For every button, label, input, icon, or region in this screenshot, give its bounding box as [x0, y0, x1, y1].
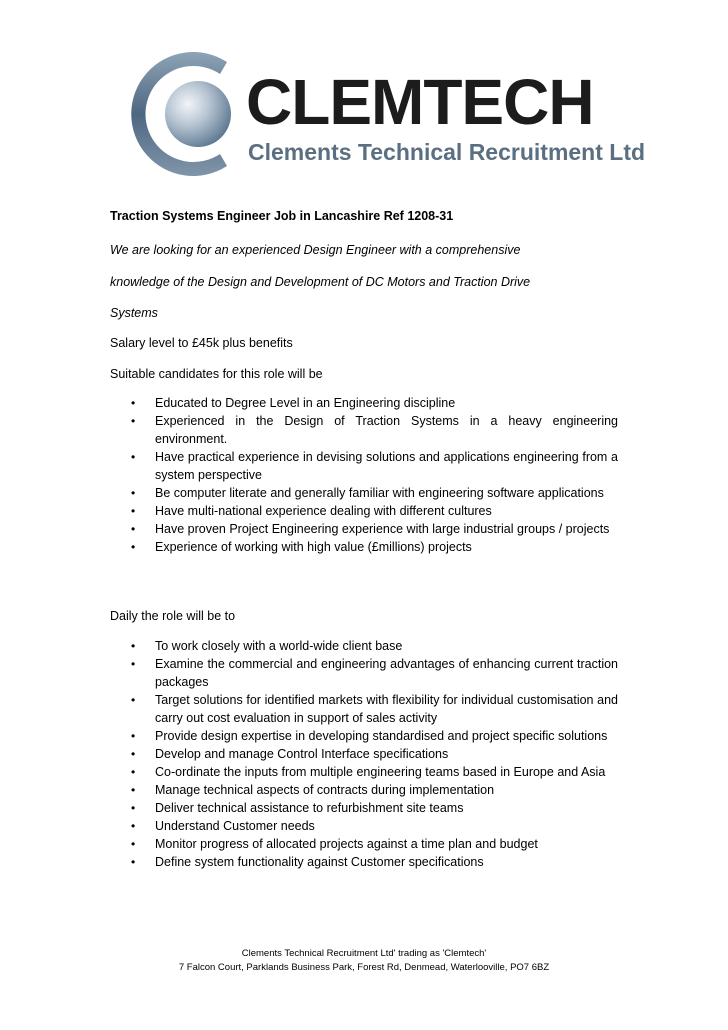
list-item: • Be computer literate and generally familiar with engineering software applications: [131, 486, 604, 500]
job-title: Traction Systems Engineer Job in Lancashire Ref 1208-31: [110, 209, 454, 223]
salary-text: Salary level to £45k plus benefits: [110, 336, 293, 350]
footer-address-line: 7 Falcon Court, Parklands Business Park, Forest Rd, Denmead, Waterlooville, PO7 6BZ: [178, 962, 550, 973]
bullet-icon: •: [131, 414, 136, 428]
bullet-icon: •: [131, 540, 136, 554]
bullet-icon: •: [131, 765, 136, 779]
intro-line: We are looking for an experienced Design Engineer with a comprehensive: [110, 243, 521, 257]
list-item: • To work closely with a world-wide client base: [131, 639, 403, 653]
footer-trading-line: Clements Technical Recruitment Ltd' trading as 'Clemtech': [241, 948, 487, 959]
list-item: • Examine the commercial and engineering advantages of enhancing current traction packages: [131, 657, 618, 689]
bullet-icon: •: [131, 819, 136, 833]
logo-company-name: CLEMTECH: [246, 66, 594, 138]
intro-line: knowledge of the Design and Development of DC Motors and Traction Drive: [110, 275, 531, 289]
list-item: • Manage technical aspects of contracts during implementation: [131, 783, 495, 797]
bullet-icon: •: [131, 729, 136, 743]
bullet-icon: •: [131, 855, 136, 869]
list-item: • Deliver technical assistance to refurbishment site teams: [131, 801, 464, 815]
list-item: • Have proven Project Engineering experience with large industrial groups / projects: [131, 522, 610, 536]
list-item: • Have practical experience in devising solutions and applications engineering from a system perspective: [131, 450, 618, 482]
role-list: [110, 637, 618, 871]
bullet-icon: •: [131, 801, 136, 815]
bullet-icon: •: [131, 693, 136, 707]
logo-company-subtitle: Clements Technical Recruitment Ltd: [248, 139, 646, 165]
bullet-icon: •: [131, 504, 136, 518]
bullet-icon: •: [131, 837, 136, 851]
role-heading: Daily the role will be to: [110, 609, 236, 623]
bullet-icon: •: [131, 450, 136, 464]
list-item: • Educated to Degree Level in an Engineering discipline: [131, 396, 456, 410]
bullet-icon: •: [131, 639, 136, 653]
list-item: • Target solutions for identified markets with flexibility for individual customisation and carry out cost evaluation in support of sales activity: [131, 693, 618, 725]
candidates-heading: Suitable candidates for this role will be: [110, 367, 323, 381]
bullet-icon: •: [131, 486, 136, 500]
list-item: • Develop and manage Control Interface specifications: [131, 747, 449, 761]
list-item: • Monitor progress of allocated projects against a time plan and budget: [131, 837, 538, 851]
bullet-icon: •: [131, 657, 136, 671]
bullet-icon: •: [131, 396, 136, 410]
logo-sphere-icon: [165, 81, 231, 147]
list-item: • Experienced in the Design of Traction Systems in a heavy engineering environment.: [131, 414, 618, 446]
list-item: • Experience of working with high value (£millions) projects: [131, 540, 472, 554]
company-logo: [110, 34, 646, 194]
list-item: • Provide design expertise in developing standardised and project specific solutions: [131, 729, 608, 743]
bullet-icon: •: [131, 522, 136, 536]
list-item: • Understand Customer needs: [131, 819, 315, 833]
candidates-list: [110, 394, 618, 556]
list-item: • Co-ordinate the inputs from multiple engineering teams based in Europe and Asia: [131, 765, 606, 779]
list-item: • Have multi-national experience dealing with different cultures: [131, 504, 492, 518]
bullet-icon: •: [131, 747, 136, 761]
intro-line: Systems: [110, 306, 158, 320]
list-item: • Define system functionality against Customer specifications: [131, 855, 484, 869]
bullet-icon: •: [131, 783, 136, 797]
